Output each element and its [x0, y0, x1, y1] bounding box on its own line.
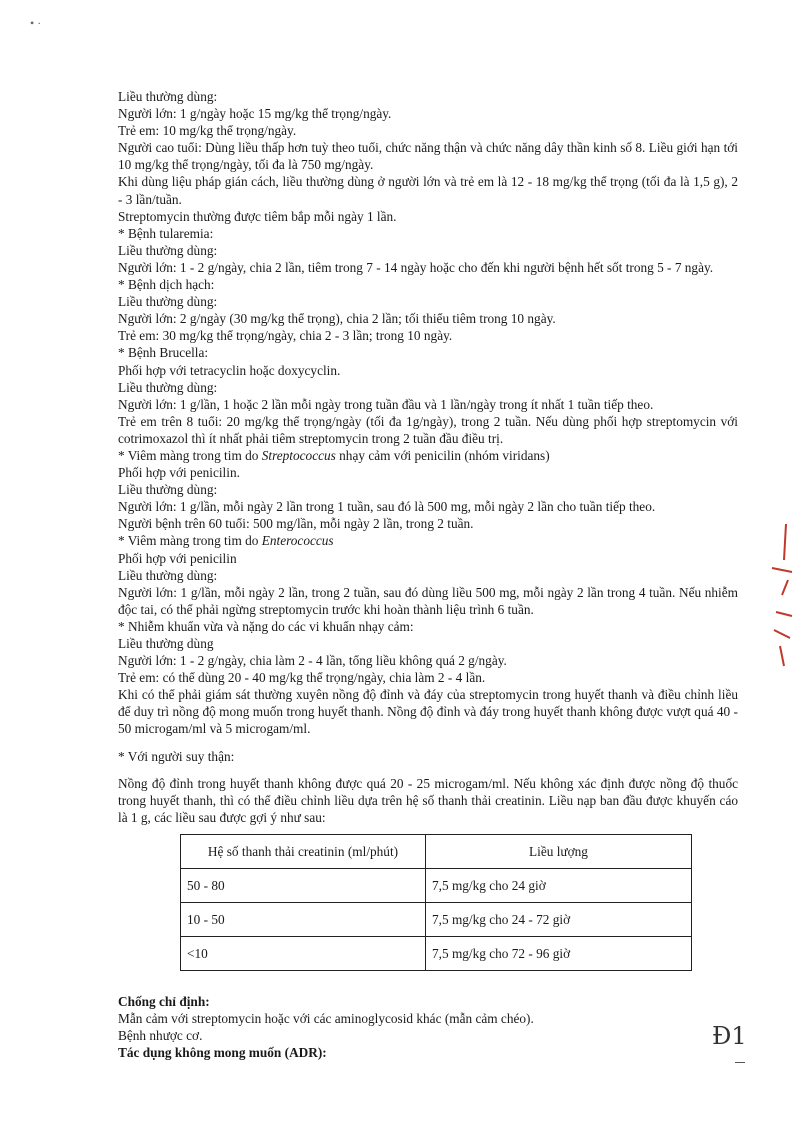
paragraph-brucella-children: Trẻ em trên 8 tuổi: 20 mg/kg thể trọng/ngày (tối đa 1g/ngày), trong 2 tuần. Nếu dùng phối hợp streptomycin với cotrimoxazol thì ít nhất phải tiêm streptomycin trong 2 tuần đầu điều trị.: [118, 413, 738, 446]
text-line: Trẻ em: 30 mg/kg thể trọng/ngày, chia 2 - 3 lần; trong 10 ngày.: [118, 328, 453, 344]
text-span: * Viêm màng trong tim do: [118, 533, 262, 549]
table-cell: 7,5 mg/kg cho 72 - 96 giờ: [426, 936, 692, 970]
text-line: Phối hợp với penicilin: [118, 550, 237, 566]
red-margin-scribble: [762, 520, 798, 670]
text-line: Trẻ em: 10 mg/kg thể trọng/ngày.: [118, 123, 297, 139]
table-cell: 7,5 mg/kg cho 24 - 72 giờ: [426, 902, 692, 936]
section-heading-brucella: * Bệnh Brucella:: [118, 345, 209, 361]
text-line: Mẫn cảm với streptomycin hoặc với các aminoglycosid khác (mẫn cảm chéo).: [118, 1011, 534, 1027]
text-line: Liều thường dùng:: [118, 379, 218, 395]
renal-dosing-table: [180, 834, 692, 971]
section-heading-renal: * Với người suy thận:: [118, 748, 235, 764]
text-line: Liều thường dùng: [118, 636, 214, 651]
column-header: Liều lượng: [426, 834, 692, 868]
section-heading-adr: Tác dụng không mong muốn (ADR):: [118, 1045, 327, 1061]
section-heading-infections: * Nhiễm khuẩn vừa và nặng do các vi khuẩn nhạy cảm:: [118, 618, 414, 634]
handwritten-initials: Đ1: [712, 1022, 747, 1050]
text-line: Phối hợp với penicilin.: [118, 465, 240, 481]
table-header-row: [181, 834, 692, 868]
text-span: nhạy cảm với penicilin (nhóm viridans): [335, 447, 550, 463]
text-line: Người lớn: 1 g/lần, 1 hoặc 2 lần mỗi ngày trong tuần đầu và 1 lần/ngày trong ít nhất 1 tuần tiếp theo.: [118, 396, 654, 412]
paragraph-enterococcus-adult: Người lớn: 1 g/lần, mỗi ngày 2 lần, trong 2 tuần, sau đó dùng liều 500 mg, mỗi ngày 2 lần trong 4 tuần. Nếu nhiễm độc tai, có thể phải ngừng streptomycin trước khi hoàn thành liệu trình 6 tuần.: [118, 584, 738, 617]
text-line: Bệnh nhược cơ.: [118, 1028, 203, 1044]
paragraph-elderly: Người cao tuổi: Dùng liều thấp hơn tuỳ theo tuổi, chức năng thận và chức năng dây thần kinh số 8. Liều giới hạn tới 10 mg/kg thể trọng/ngày, tối đa là 750 mg/ngày.: [118, 140, 738, 173]
text-line: Liều thường dùng:: [118, 89, 218, 104]
table-row: [181, 868, 692, 902]
section-heading-plague: * Bệnh dịch hạch:: [118, 277, 215, 293]
text-line: Phối hợp với tetracyclin hoặc doxycyclin.: [118, 362, 341, 378]
table-row: [181, 902, 692, 936]
section-heading-enterococcus: [118, 532, 738, 549]
corner-mark: • ·: [30, 16, 42, 30]
text-line: Liều thường dùng:: [118, 482, 218, 498]
section-heading-tularemia: * Bệnh tularemia:: [118, 225, 214, 241]
divider: [735, 1062, 745, 1063]
text-span: * Viêm màng trong tim do: [118, 447, 262, 463]
section-heading-streptococcus: [118, 447, 738, 464]
column-header: Hệ số thanh thải creatinin (ml/phút): [181, 834, 426, 868]
paragraph-intermittent: Khi dùng liệu pháp gián cách, liều thường dùng ở người lớn và trẻ em là 12 - 18 mg/kg thể trọng (tối đa là 1,5 g), 2 - 3 lần/tuần.: [118, 174, 738, 207]
text-line: Liều thường dùng:: [118, 567, 218, 583]
organism-name: Enterococcus: [261, 533, 334, 549]
paragraph-tularemia-adult: Người lớn: 1 - 2 g/ngày, chia 2 lần, tiêm trong 7 - 14 ngày hoặc cho đến khi người bệnh hết sốt trong 5 - 7 ngày.: [118, 259, 714, 275]
text-line: Người lớn: 1 - 2 g/ngày, chia làm 2 - 4 lần, tổng liều không quá 2 g/ngày.: [118, 653, 507, 669]
text-line: Người lớn: 1 g/lần, mỗi ngày 2 lần trong 1 tuần, sau đó là 500 mg, mỗi ngày 2 lần cho tuần tiếp theo.: [118, 499, 656, 515]
text-line: Người lớn: 1 g/ngày hoặc 15 mg/kg thể trọng/ngày.: [118, 106, 392, 122]
section-heading-contraindications: Chống chỉ định:: [118, 993, 210, 1009]
table-cell: 10 - 50: [181, 902, 426, 936]
organism-name: Streptococcus: [261, 447, 336, 463]
table-cell: 7,5 mg/kg cho 24 giờ: [426, 868, 692, 902]
text-line: Người lớn: 2 g/ngày (30 mg/kg thể trọng), chia 2 lần; tối thiểu tiêm trong 10 ngày.: [118, 311, 556, 327]
table-row: [181, 936, 692, 970]
text-line: Streptomycin thường được tiêm bắp mỗi ngày 1 lần.: [118, 208, 397, 224]
document-body: [118, 88, 738, 1061]
table-cell: <10: [181, 936, 426, 970]
text-line: Liều thường dùng:: [118, 242, 218, 258]
text-line: Trẻ em: có thể dùng 20 - 40 mg/kg thể trọng/ngày, chia làm 2 - 4 lần.: [118, 670, 486, 686]
paragraph-renal: Nồng độ đỉnh trong huyết thanh không được quá 20 - 25 microgam/ml. Nếu không xác định được nồng độ thuốc trong huyết thanh, thì có thể điều chỉnh liều dựa trên hệ số thanh thải creatinin. Liều nạp ban đầu được khuyến cáo là 1 g, các liều sau được gợi ý như sau:: [118, 775, 738, 825]
paragraph-monitoring: Khi có thể phải giám sát thường xuyên nồng độ đỉnh và đáy của streptomycin trong huyết thanh và điều chỉnh liều để duy trì nồng độ mong muốn trong huyết thanh. Nồng độ đỉnh và đáy trong huyết thanh không được vượt quá 40 - 50 microgam/ml và 5 microgam/ml.: [118, 687, 738, 737]
text-line: Liều thường dùng:: [118, 294, 218, 310]
table-cell: 50 - 80: [181, 868, 426, 902]
text-line: Người bệnh trên 60 tuổi: 500 mg/lần, mỗi ngày 2 lần, trong 2 tuần.: [118, 516, 474, 532]
